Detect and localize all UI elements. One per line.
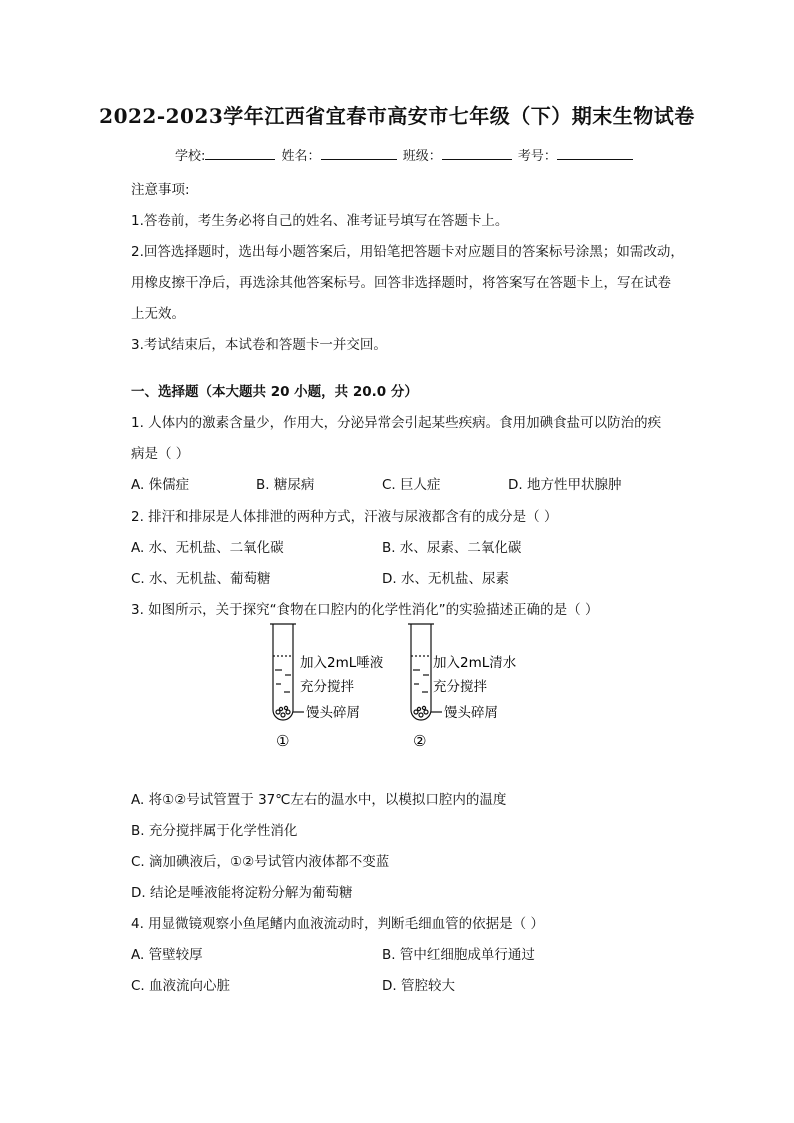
notice-item-2-line-2: 用橡皮擦干净后，再选涂其他答案标号。回答非选择题时，将答案写在答题卡上，写在试卷 <box>131 275 671 291</box>
q1-option-c[interactable]: C. 巨人症 <box>382 477 441 493</box>
q2-stem: 2. 排汗和排尿是人体排泄的两种方式，汗液与尿液都含有的成分是（ ） <box>131 509 558 525</box>
tube1-label-line-1: 加入2mL唾液 <box>300 655 384 671</box>
name-label: 姓名： <box>281 149 321 164</box>
tube2-label-line-1: 加入2mL清水 <box>433 655 517 671</box>
notice-item-1: 1.答卷前，考生务必将自己的姓名、准考证号填写在答题卡上。 <box>131 213 509 229</box>
name-blank[interactable] <box>321 147 397 160</box>
section-heading: 一、选择题（本大题共 20 小题，共 20.0 分） <box>131 384 418 400</box>
q3-option-c[interactable]: C. 滴加碘液后，①②号试管内液体都不变蓝 <box>131 854 390 870</box>
q4-option-c[interactable]: C. 血液流向心脏 <box>131 978 231 994</box>
q3-option-b[interactable]: B. 充分搅拌属于化学性消化 <box>131 823 298 839</box>
exam-title: 2022-2023学年江西省宜春市高安市七年级（下）期末生物试卷 <box>99 104 695 128</box>
q3-stem: 3. 如图所示，关于探究“食物在口腔内的化学性消化”的实验描述正确的是（ ） <box>131 602 599 618</box>
q3-option-d[interactable]: D. 结论是唾液能将淀粉分解为葡萄糖 <box>131 885 353 901</box>
q2-option-b[interactable]: B. 水、尿素、二氧化碳 <box>382 540 522 556</box>
tube1-number: ① <box>276 732 290 750</box>
test-tube-1 <box>270 624 304 720</box>
student-info-row <box>175 145 635 164</box>
q1-stem-line-1: 1. 人体内的激素含量少，作用大，分泌异常会引起某些疾病。食用加碘食盐可以防治的疾 <box>131 415 662 431</box>
test-tube-figure <box>260 620 550 755</box>
tube2-number: ② <box>413 732 427 750</box>
q2-option-a[interactable]: A. 水、无机盐、二氧化碳 <box>131 540 284 556</box>
school-label: 学校: <box>175 149 206 164</box>
q2-option-c[interactable]: C. 水、无机盐、葡萄糖 <box>131 571 271 587</box>
test-tube-2 <box>408 624 442 720</box>
tube2-label-line-3: 馒头碎屑 <box>444 705 498 721</box>
notice-heading: 注意事项: <box>131 182 190 198</box>
tube2-label-line-2: 充分搅拌 <box>433 679 487 695</box>
class-label: 班级： <box>402 149 442 164</box>
notice-item-3: 3.考试结束后，本试卷和答题卡一并交回。 <box>131 337 387 353</box>
q1-option-b[interactable]: B. 糖尿病 <box>256 477 315 493</box>
tube1-label-line-3: 馒头碎屑 <box>306 705 360 721</box>
exam-no-label: 考号： <box>517 149 557 164</box>
q2-option-d[interactable]: D. 水、无机盐、尿素 <box>382 571 509 587</box>
q1-option-a[interactable]: A. 侏儒症 <box>131 477 190 493</box>
notice-item-2-line-3: 上无效。 <box>131 306 185 322</box>
q4-option-d[interactable]: D. 管腔较大 <box>382 978 455 994</box>
q4-option-a[interactable]: A. 管壁较厚 <box>131 947 203 963</box>
school-blank[interactable] <box>205 147 275 160</box>
q1-stem-line-2: 病是（ ） <box>131 446 190 462</box>
tube1-label-line-2: 充分搅拌 <box>300 679 354 695</box>
exam-no-blank[interactable] <box>557 147 633 160</box>
q4-stem: 4. 用显微镜观察小鱼尾鳍内血液流动时，判断毛细血管的依据是（ ） <box>131 916 544 932</box>
q1-option-d[interactable]: D. 地方性甲状腺肿 <box>508 477 622 493</box>
notice-item-2-line-1: 2.回答选择题时，选出每小题答案后，用铅笔把答题卡对应题目的答案标号涂黑；如需改动， <box>131 244 684 260</box>
q4-option-b[interactable]: B. 管中红细胞成单行通过 <box>382 947 535 963</box>
class-blank[interactable] <box>442 147 512 160</box>
q3-option-a[interactable]: A. 将①②号试管置于 37℃左右的温水中，以模拟口腔内的温度 <box>131 792 507 808</box>
